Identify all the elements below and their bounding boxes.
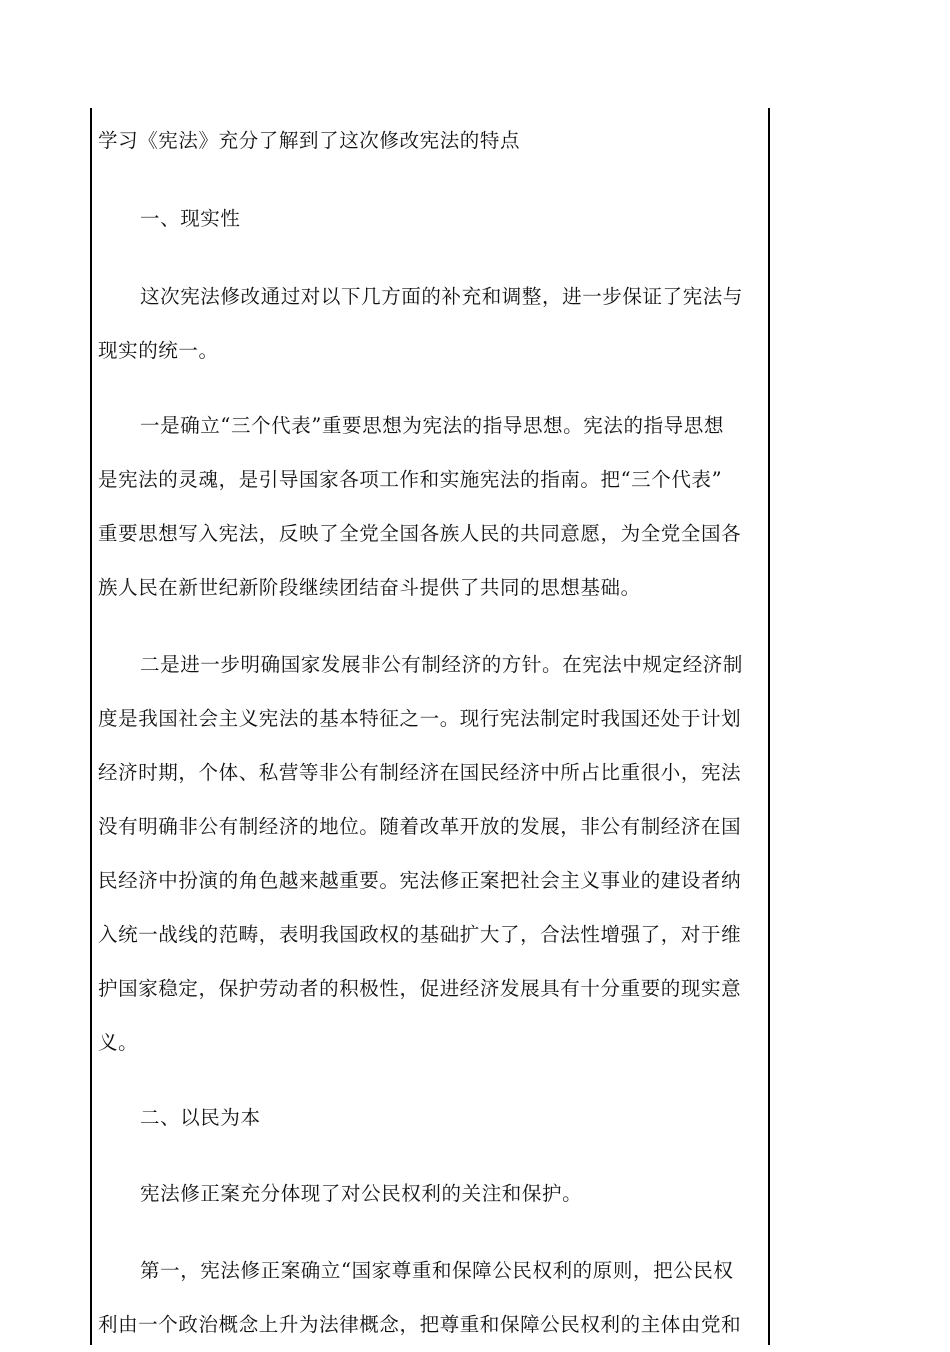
paragraph-line: 度是我国社会主义宪法的基本特征之一。现行宪法制定时我国还处于计划 xyxy=(98,707,742,730)
paragraph-line: 民经济中扮演的角色越来越重要。宪法修正案把社会主义事业的建设者纳 xyxy=(98,869,742,892)
paragraph-line: 宪法修正案充分体现了对公民权利的关注和保护。 xyxy=(140,1182,583,1205)
paragraph-line: 利由一个政治概念上升为法律概念，把尊重和保障公民权利的主体由党和 xyxy=(98,1313,742,1336)
paragraph-line: 重要思想写入宪法，反映了全党全国各族人民的共同意愿，为全党全国各 xyxy=(98,522,742,545)
paragraph-line: 二是进一步明确国家发展非公有制经济的方针。在宪法中规定经济制 xyxy=(140,653,744,676)
section-heading-1: 一、现实性 xyxy=(140,207,241,230)
paragraph-line: 经济时期，个体、私营等非公有制经济在国民经济中所占比重很小，宪法 xyxy=(98,761,742,784)
paragraph-line: 是宪法的灵魂，是引导国家各项工作和实施宪法的指南。把“三个代表” xyxy=(98,468,723,491)
right-border-line xyxy=(768,108,770,1345)
section-heading-2: 二、以民为本 xyxy=(140,1106,261,1129)
paragraph-line: 现实的统一。 xyxy=(98,339,219,362)
paragraph-line: 入统一战线的范畴，表明我国政权的基础扩大了，合法性增强了，对于维 xyxy=(98,923,742,946)
paragraph-line: 护国家稳定，保护劳动者的积极性，促进经济发展具有十分重要的现实意 xyxy=(98,977,742,1000)
paragraph-line: 第一，宪法修正案确立“国家尊重和保障公民权利的原则，把公民权 xyxy=(140,1259,734,1282)
paragraph-line: 义。 xyxy=(98,1031,139,1054)
paragraph-line: 一是确立“三个代表”重要思想为宪法的指导思想。宪法的指导思想 xyxy=(140,414,724,437)
document-title: 学习《宪法》充分了解到了这次修改宪法的特点 xyxy=(98,129,521,152)
left-border-line xyxy=(90,108,92,1345)
paragraph-line: 没有明确非公有制经济的地位。随着改革开放的发展，非公有制经济在国 xyxy=(98,815,742,838)
paragraph-line: 这次宪法修改通过对以下几方面的补充和调整，进一步保证了宪法与 xyxy=(140,285,744,308)
paragraph-line: 族人民在新世纪新阶段继续团结奋斗提供了共同的思想基础。 xyxy=(98,576,641,599)
